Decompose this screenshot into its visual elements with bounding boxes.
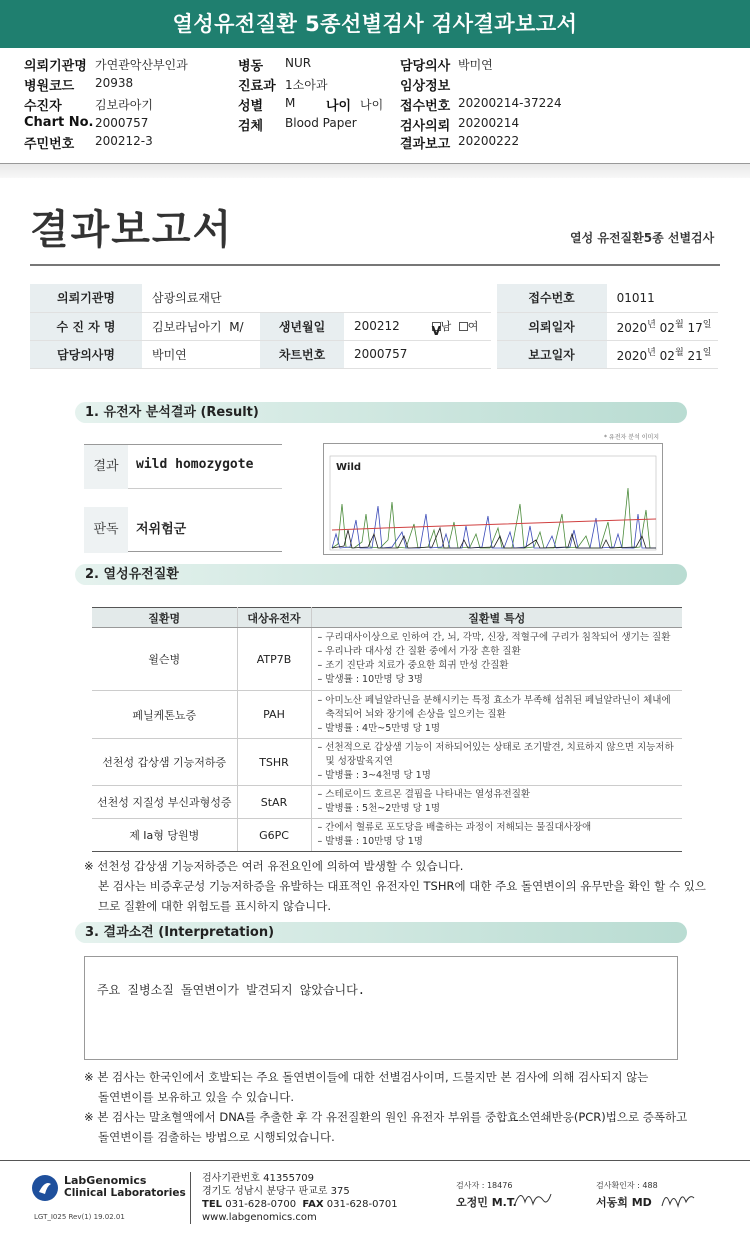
tester-name: 오정민 M.T. <box>456 1196 517 1209</box>
confirmer-label: 검사확인자 : 488 <box>596 1181 658 1190</box>
logo-line2: Clinical Laboratories <box>64 1187 186 1199</box>
label-specimen: 검체 <box>238 119 264 134</box>
note-line: ※ 선천성 갑상샘 기능저하증은 여러 유전요인에 의하여 발생할 수 있습니다. <box>84 859 464 873</box>
label-ward: 병동 <box>238 59 264 74</box>
unit-year: 년 <box>647 348 656 358</box>
disease-name: 윌슨병 <box>92 628 237 691</box>
col-disease: 질환명 <box>92 608 237 628</box>
method-notes <box>84 1067 724 1147</box>
feature-item: 선천적으로 갑상샘 기능이 저하되어있는 상태로 조기발견, 치료하지 않으면 지능저하 및 성장발육지연 <box>325 742 674 767</box>
sequencing-label: Wild <box>336 462 362 473</box>
lab-address: 경기도 성남시 분당구 판교로 375 <box>202 1186 350 1197</box>
feature-item: 구리대사이상으로 인하여 간, 뇌, 각막, 신장, 적혈구에 구리가 침착되어 생기는 질환 <box>325 632 671 643</box>
feature-list: – 스테로이드 호르몬 결핍을 나타내는 열성유전질환 – 발병률 : 5천~2만명 당 1명 <box>311 786 682 819</box>
feature-item: 발병률 : 5천~2만명 당 1명 <box>325 803 441 814</box>
female-checkbox[interactable] <box>459 322 468 331</box>
tel-value: 031-628-0700 <box>225 1199 297 1210</box>
col-gene: 대상유전자 <box>237 608 311 628</box>
value-specimen: Blood Paper <box>285 116 357 130</box>
note-line: 돌연변이를 보유하고 있을 수 있습니다. <box>98 1090 295 1104</box>
image-caption: * 유전자 분석 이미지 <box>604 434 660 441</box>
feature-item: 아미노산 페닐알라닌을 분해시키는 특정 효소가 부족해 섭취된 페닐알라닌이 체내에 축적되어 뇌와 장기에 손상을 일으키는 질환 <box>325 694 671 720</box>
feature-item: 발생률 : 10만명 당 3명 <box>325 674 423 685</box>
cell-doctor-label: 담당의사명 <box>30 340 142 368</box>
label-age: 나이 <box>326 99 352 114</box>
result-value: wild homozygote <box>136 457 254 472</box>
female-label: 여 <box>467 320 479 333</box>
value-examinee: 김보라아기 <box>95 98 153 112</box>
label-request: 검사의뢰 <box>400 119 451 134</box>
unit-day: 일 <box>702 348 712 358</box>
institution-no: 검사기관번호 41355709 <box>202 1173 315 1184</box>
cell-birth-label: 생년월일 <box>260 312 344 340</box>
note-line: 본 검사는 비증후군성 기능저하증을 유발하는 대표적인 유전자인 TSHR에 대한 주요 돌연변이의 유무만을 확인 할 수 있으 <box>98 879 706 893</box>
request-day: 17 <box>687 321 703 335</box>
disease-name: 선천성 갑상샘 기능저하증 <box>92 739 237 786</box>
cell-chart-label: 차트번호 <box>260 340 344 368</box>
header-band <box>0 164 750 178</box>
report-year: 2020 <box>616 349 648 363</box>
cell-request-label: 의뢰일자 <box>497 312 607 340</box>
feature-list: – 구리대사이상으로 인하여 간, 뇌, 각막, 신장, 적혈구에 구리가 침착되어 생기는 질환 – 우리나라 대사성 간 질환 중에서 가장 흔한 질환 – 조기 진단과 치료가 중요한 희귀 만성 간질환 – 발생률 : 10만명 당 3명 <box>311 628 682 691</box>
feature-item: 발병률 : 4만~5만명 당 1명 <box>325 722 441 734</box>
cell-chart: 2000757 <box>344 340 491 368</box>
section-result-header: 1. 유전자 분석결과 (Result) <box>75 402 687 423</box>
form-code: LGT_I025 Rev(1) 19.02.01 <box>34 1213 125 1221</box>
label-clinical-info: 임상정보 <box>400 79 451 94</box>
feature-item: 조기 진단과 치료가 중요한 희귀 만성 간질환 <box>325 660 509 671</box>
report-header-title: 열성유전질환 5종선별검사 검사결과보고서 <box>0 0 750 48</box>
report-subtitle: 열성 유전질환5종 선별검사 <box>570 231 715 245</box>
disease-name: 페닐케톤뇨증 <box>92 691 237 739</box>
examinee-name: 김보라님아기 <box>152 319 222 334</box>
label-institution: 의뢰기관명 <box>24 59 87 74</box>
value-ward: NUR <box>285 56 312 70</box>
cell-report-date <box>607 340 718 368</box>
cell-birth <box>344 312 491 340</box>
gene-name: ATP7B <box>237 628 311 691</box>
gene-name: StAR <box>237 786 311 819</box>
judge-label: 판독 <box>84 507 128 553</box>
unit-month: 월 <box>674 348 684 358</box>
value-department: 1소아과 <box>285 78 328 92</box>
title-rule <box>30 264 720 266</box>
value-sex: M <box>285 96 296 110</box>
tester-signature-icon <box>513 1186 553 1210</box>
label-examinee: 수진자 <box>24 99 62 114</box>
result-box <box>84 444 282 552</box>
label-department: 진료과 <box>238 79 276 94</box>
section-disease-header: 2. 열성유전질환 <box>75 564 687 585</box>
fax-value: 031-628-0701 <box>326 1199 398 1210</box>
feature-item: 발병률 : 10만명 당 1명 <box>325 836 423 847</box>
cell-institution-label: 의뢰기관명 <box>30 284 142 312</box>
lab-phone <box>202 1198 398 1211</box>
confirmer-name: 서동희 MD <box>596 1196 652 1209</box>
feature-item: 간에서 혈류로 포도당을 배출하는 과정이 저해되는 물질대사장애 <box>325 822 592 833</box>
cell-receipt: 01011 <box>607 284 718 312</box>
report-day: 21 <box>687 349 703 363</box>
label-doctor: 담당의사 <box>400 59 451 74</box>
label-sex: 성별 <box>238 99 264 114</box>
gene-name: PAH <box>237 691 311 739</box>
note-line: ※ 본 검사는 한국인에서 호발되는 주요 돌연변이들에 대한 선별검사이며, 드물지만 본 검사에 의해 검사되지 않는 <box>84 1070 649 1084</box>
unit-day: 일 <box>702 320 712 330</box>
header-info <box>0 52 750 162</box>
feature-item: 우리나라 대사성 간 질환 중에서 가장 흔한 질환 <box>325 646 521 657</box>
value-report: 20200222 <box>458 134 520 148</box>
table-row <box>92 739 682 786</box>
unit-month: 월 <box>674 320 684 330</box>
birth-value: 200212 <box>354 319 400 333</box>
cell-receipt-label: 접수번호 <box>497 284 607 312</box>
request-month: 02 <box>659 321 675 335</box>
feature-list: – 아미노산 페닐알라닌을 분해시키는 특정 효소가 부족해 섭취된 페닐알라닌이 체내에 축적되어 뇌와 장기에 손상을 일으키는 질환 – 발병률 : 4만~5만명 당 1명 <box>311 691 682 739</box>
cell-request-date <box>607 312 718 340</box>
label-resident-no: 주민번호 <box>24 137 75 152</box>
note-line: 돌연변이를 검출하는 방법으로 시행되었습니다. <box>98 1130 335 1144</box>
value-doctor: 박미연 <box>458 58 493 72</box>
result-label: 결과 <box>84 445 128 489</box>
labgenomics-logo-icon <box>31 1174 59 1202</box>
value-age: 나이 <box>360 98 384 112</box>
table-row <box>92 628 682 691</box>
sex-checkbox-group <box>431 320 479 338</box>
value-chart-no: 2000757 <box>95 116 149 130</box>
fax-label: FAX <box>302 1199 324 1210</box>
interpretation-text: 주요 질병소질 돌연변이가 발견되지 않았습니다. <box>97 983 365 997</box>
tester-label: 검사자 : 18476 <box>456 1181 513 1190</box>
report-title: 결과보고서 <box>30 207 234 253</box>
request-year: 2020 <box>616 321 648 335</box>
value-resident-no: 200212-3 <box>95 134 153 148</box>
judge-value: 저위험군 <box>136 522 187 537</box>
feature-list: – 선천적으로 갑상샘 기능이 저하되어있는 상태로 조기발견, 치료하지 않으면 지능저하 및 성장발육지연 – 발병률 : 3~4천명 당 1명 <box>311 739 682 786</box>
lab-contact <box>202 1172 398 1224</box>
logo-line1: LabGenomics <box>64 1174 147 1187</box>
confirmer-signature-icon <box>660 1186 696 1210</box>
sequencing-image <box>323 443 663 555</box>
table-row <box>92 819 682 852</box>
patient-info-table <box>30 284 718 369</box>
feature-item: 발병률 : 3~4천명 당 1명 <box>325 770 431 781</box>
tshr-note <box>84 856 724 916</box>
col-features: 질환별 특성 <box>311 608 682 628</box>
feature-item: 스테로이드 호르몬 결핍을 나타내는 열성유전질환 <box>325 789 531 800</box>
examinee-sex: M/ <box>229 319 244 334</box>
cell-report-label: 보고일자 <box>497 340 607 368</box>
label-hospital-code: 병원코드 <box>24 79 75 94</box>
value-institution: 가연관악산부인과 <box>95 58 188 72</box>
cell-doctor: 박미연 <box>142 340 260 368</box>
feature-list: – 간에서 혈류로 포도당을 배출하는 과정이 저해되는 물질대사장애 – 발병률 : 10만명 당 1명 <box>311 819 682 852</box>
note-line: ※ 본 검사는 말초혈액에서 DNA를 추출한 후 각 유전질환의 원인 유전자 부위를 중합효소연쇄반응(PCR)법으로 증폭하고 <box>84 1110 688 1124</box>
gene-name: TSHR <box>237 739 311 786</box>
value-hospital-code: 20938 <box>95 76 134 90</box>
tel-label: TEL <box>202 1199 223 1210</box>
note-line: 므로 질환에 대한 위험도를 표시하지 않습니다. <box>98 899 332 913</box>
footer <box>0 1160 750 1240</box>
gene-name: G6PC <box>237 819 311 852</box>
disease-name: 선천성 지질성 부신과형성증 <box>92 786 237 819</box>
section-interpretation-header: 3. 결과소견 (Interpretation) <box>75 922 687 943</box>
disease-table <box>92 607 682 852</box>
male-check-mark: V <box>431 324 441 338</box>
label-chart-no: Chart No. <box>24 115 94 130</box>
label-report: 결과보고 <box>400 137 451 152</box>
table-row <box>92 786 682 819</box>
value-receipt-no: 20200214-37224 <box>458 96 562 110</box>
table-row <box>92 691 682 739</box>
male-label: 남 <box>440 320 452 333</box>
unit-year: 년 <box>647 320 656 330</box>
interpretation-box <box>84 956 678 1060</box>
label-receipt-no: 접수번호 <box>400 99 451 114</box>
lab-website[interactable]: www.labgenomics.com <box>202 1212 317 1223</box>
report-month: 02 <box>659 349 675 363</box>
value-request: 20200214 <box>458 116 520 130</box>
cell-examinee-label: 수 진 자 명 <box>30 312 142 340</box>
chromatogram <box>324 444 662 554</box>
footer-separator <box>190 1172 191 1224</box>
cell-examinee <box>142 312 260 340</box>
disease-name: 제 Ia형 당원병 <box>92 819 237 852</box>
cell-institution: 삼광의료재단 <box>142 284 491 312</box>
